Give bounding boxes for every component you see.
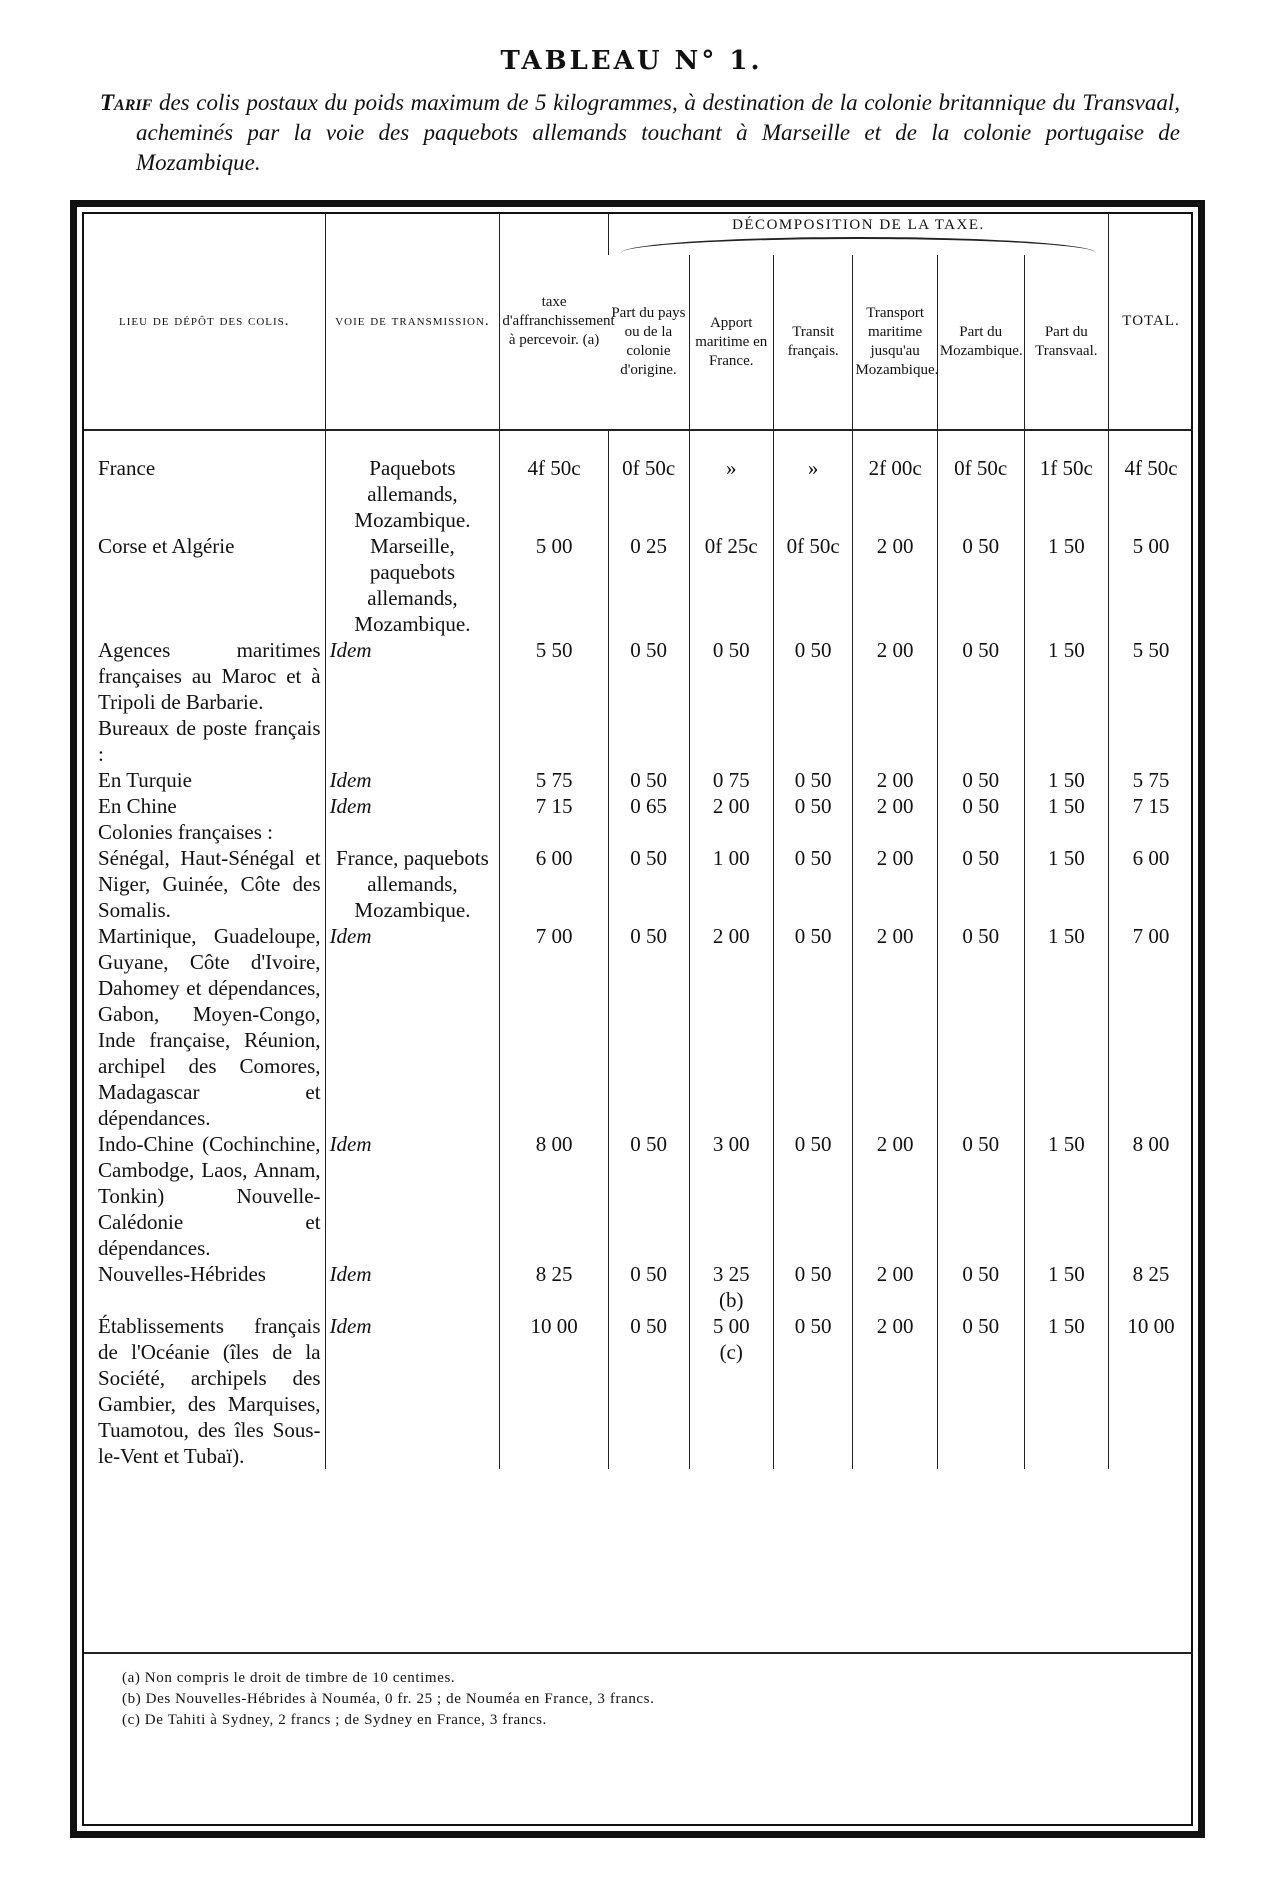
cell-voie: Marseille, paquebots allemands, Mozambique. — [325, 533, 500, 637]
table-row — [84, 533, 1193, 637]
cell-total: 5 75 — [1109, 767, 1193, 793]
footnotes — [84, 1652, 1193, 1731]
cell-voie: Idem — [325, 923, 500, 1131]
cell-transport: 2 00 — [853, 1313, 937, 1469]
header-transport: Transport maritime jusqu'au Mozambique. — [853, 255, 937, 430]
footnote-c: (c) De Tahiti à Sydney, 2 francs ; de Sydney en France, 3 francs. — [122, 1712, 547, 1728]
tariff-body — [84, 430, 1193, 1469]
cell-taxe: 7 15 — [500, 793, 608, 819]
cell-mozambique: 0 50 — [937, 793, 1024, 819]
footnote-ref: (c) — [719, 1340, 743, 1364]
cell-voie: Idem — [325, 767, 500, 793]
cell-transit: 0f 50c — [773, 533, 853, 637]
cell-transport: 2 00 — [853, 1131, 937, 1261]
table-row — [84, 819, 1193, 845]
cell-mozambique: 0 50 — [937, 1313, 1024, 1469]
header-part-origine: Part du pays ou de la colonie d'origine. — [611, 305, 686, 378]
cell-transport: 2 00 — [853, 923, 937, 1131]
table-row — [84, 923, 1193, 1131]
cell-origine: 0 50 — [608, 1261, 689, 1313]
cell-taxe: 6 00 — [500, 845, 608, 923]
cell-apport-value: 5 00 — [712, 1314, 750, 1338]
cell-apport — [689, 1313, 773, 1469]
cell-transvaal: 1 50 — [1024, 637, 1108, 715]
header-taxe: taxe d'affranchissement à percevoir. (a) — [500, 214, 608, 430]
cell-transit: 0 50 — [773, 767, 853, 793]
cell-apport-value: 3 25 — [712, 1262, 750, 1286]
cell-transit: 0 50 — [773, 1261, 853, 1313]
cell-transport: 2 00 — [853, 533, 937, 637]
cell-total: 5 00 — [1109, 533, 1193, 637]
cell-total: 10 00 — [1109, 1313, 1193, 1469]
cell-transit: 0 50 — [773, 845, 853, 923]
footnote-ref: (b) — [718, 1288, 744, 1312]
cell-transit: » — [773, 430, 853, 533]
footnote-b: (b) Des Nouvelles-Hébrides à Nouméa, 0 fr. 25 ; de Nouméa en France, 3 francs. — [122, 1691, 655, 1707]
cell-transvaal: 1 50 — [1024, 533, 1108, 637]
cell-lieu: France — [98, 456, 156, 480]
cell-origine: 0 25 — [608, 533, 689, 637]
page-title: TABLEAU N° 1. — [500, 46, 763, 76]
cell-transvaal: 1 50 — [1024, 923, 1108, 1131]
cell-transit — [773, 715, 853, 767]
cell-apport: 3 00 — [689, 1131, 773, 1261]
cell-total: 4f 50c — [1109, 430, 1193, 533]
cell-lieu: Sénégal, Haut-Sénégal et Niger, Guinée, Côte des Somalis. — [98, 846, 321, 922]
table-row — [84, 715, 1193, 767]
cell-lieu: En Turquie — [98, 768, 192, 792]
cell-mozambique: 0f 50c — [937, 430, 1024, 533]
cell-origine — [608, 715, 689, 767]
header-apport: Apport maritime en France. — [689, 255, 773, 430]
table-row — [84, 767, 1193, 793]
header-part-transvaal: Part du Transvaal. — [1024, 255, 1108, 430]
table-inner-frame — [82, 212, 1193, 1826]
cell-mozambique — [937, 819, 1024, 845]
header-total: TOTAL. — [1109, 214, 1193, 430]
cell-apport: 0 50 — [689, 637, 773, 715]
cell-taxe: 8 00 — [500, 1131, 608, 1261]
cell-total: 7 00 — [1109, 923, 1193, 1131]
cell-transport: 2 00 — [853, 845, 937, 923]
cell-taxe — [500, 819, 608, 845]
cell-transport: 2 00 — [853, 1261, 937, 1313]
header-part-mozambique: Part du Mozambique. — [937, 255, 1024, 430]
brace-shape — [621, 237, 1096, 253]
cell-transport: 2 00 — [853, 793, 937, 819]
cell-origine — [608, 819, 689, 845]
header-lieu: lieu de dépôt des colis. — [119, 313, 290, 329]
cell-apport — [689, 1261, 773, 1313]
header-transit: Transit français. — [773, 255, 853, 430]
decomposition-label: DÉCOMPOSITION DE LA TAXE. — [732, 217, 985, 233]
cell-origine: 0 50 — [608, 637, 689, 715]
cell-transvaal: 1 50 — [1024, 767, 1108, 793]
cell-mozambique: 0 50 — [937, 1261, 1024, 1313]
cell-voie — [325, 715, 500, 767]
cell-transport — [853, 715, 937, 767]
cell-voie: Paquebots allemands, Mozambique. — [325, 430, 500, 533]
cell-transvaal: 1 50 — [1024, 793, 1108, 819]
cell-origine: 0 50 — [608, 845, 689, 923]
cell-lieu: Martinique, Guadeloupe, Guyane, Côte d'Ivoire, Dahomey et dépendances, Gabon, Moyen-Congo, Inde française, Réunion, archipel des Comores, Madagascar et dépendances. — [98, 924, 321, 1130]
cell-lieu: Corse et Algérie — [98, 534, 235, 558]
caption-lead: Tarif — [100, 90, 153, 115]
cell-transit: 0 50 — [773, 1131, 853, 1261]
cell-transport: 2f 00c — [853, 430, 937, 533]
cell-voie: France, paquebots allemands, Mozambique. — [325, 845, 500, 923]
cell-taxe: 5 50 — [500, 637, 608, 715]
cell-origine: 0 65 — [608, 793, 689, 819]
cell-lieu: Établissements français de l'Océanie (îles de la Société, archipels des Gambier, des Marquises, Tuamotou, des îles Sous-le-Vent et Tubaï). — [98, 1314, 321, 1468]
cell-taxe: 7 00 — [500, 923, 608, 1131]
cell-origine: 0 50 — [608, 767, 689, 793]
cell-mozambique: 0 50 — [937, 767, 1024, 793]
cell-lieu: Indo-Chine (Cochinchine, Cambodge, Laos, Annam, Tonkin) Nouvelle-Calédonie et dépendances. — [98, 1132, 321, 1260]
cell-voie: Idem — [325, 637, 500, 715]
cell-taxe: 8 25 — [500, 1261, 608, 1313]
cell-origine: 0 50 — [608, 923, 689, 1131]
cell-total: 7 15 — [1109, 793, 1193, 819]
cell-taxe: 4f 50c — [500, 430, 608, 533]
cell-lieu: En Chine — [98, 794, 177, 818]
cell-origine: 0 50 — [608, 1131, 689, 1261]
cell-apport: 0 75 — [689, 767, 773, 793]
cell-mozambique: 0 50 — [937, 533, 1024, 637]
cell-apport — [689, 819, 773, 845]
header-decomposition — [608, 214, 1108, 255]
table-row — [84, 1313, 1193, 1469]
cell-transvaal: 1 50 — [1024, 1261, 1108, 1313]
table-row — [84, 1261, 1193, 1313]
cell-transvaal: 1 50 — [1024, 1131, 1108, 1261]
cell-transit: 0 50 — [773, 793, 853, 819]
table-row — [84, 637, 1193, 715]
cell-apport: 0f 25c — [689, 533, 773, 637]
table-row — [84, 793, 1193, 819]
cell-total — [1109, 819, 1193, 845]
table-frame — [70, 200, 1205, 1838]
cell-total: 8 25 — [1109, 1261, 1193, 1313]
cell-total: 8 00 — [1109, 1131, 1193, 1261]
cell-voie: Idem — [325, 1313, 500, 1469]
cell-voie: Idem — [325, 793, 500, 819]
tariff-table — [84, 214, 1193, 1469]
cell-taxe: 10 00 — [500, 1313, 608, 1469]
cell-origine: 0f 50c — [608, 430, 689, 533]
cell-taxe: 5 00 — [500, 533, 608, 637]
cell-transport: 2 00 — [853, 637, 937, 715]
cell-transit: 0 50 — [773, 637, 853, 715]
cell-transport: 2 00 — [853, 767, 937, 793]
cell-transport — [853, 819, 937, 845]
cell-transit: 0 50 — [773, 1313, 853, 1469]
cell-mozambique: 0 50 — [937, 923, 1024, 1131]
cell-lieu: Colonies françaises : — [98, 820, 273, 844]
cell-apport: 2 00 — [689, 923, 773, 1131]
cell-lieu: Nouvelles-Hébrides — [98, 1262, 266, 1286]
cell-voie: Idem — [325, 1261, 500, 1313]
cell-transvaal — [1024, 819, 1108, 845]
cell-transvaal: 1 50 — [1024, 845, 1108, 923]
cell-lieu: Agences maritimes françaises au Maroc et à Tripoli de Barbarie. — [98, 638, 321, 714]
cell-transit — [773, 819, 853, 845]
cell-transit: 0 50 — [773, 923, 853, 1131]
cell-total: 6 00 — [1109, 845, 1193, 923]
cell-apport — [689, 715, 773, 767]
cell-apport: 1 00 — [689, 845, 773, 923]
table-row — [84, 1131, 1193, 1261]
footnote-a: (a) Non compris le droit de timbre de 10 centimes. — [122, 1670, 456, 1686]
cell-voie: Idem — [325, 1131, 500, 1261]
table-row — [84, 845, 1193, 923]
table-row — [84, 430, 1193, 533]
cell-mozambique: 0 50 — [937, 845, 1024, 923]
cell-mozambique: 0 50 — [937, 637, 1024, 715]
cell-voie — [325, 819, 500, 845]
cell-apport: » — [689, 430, 773, 533]
cell-taxe — [500, 715, 608, 767]
cell-mozambique — [937, 715, 1024, 767]
cell-origine: 0 50 — [608, 1313, 689, 1469]
cell-transvaal — [1024, 715, 1108, 767]
header-voie: voie de transmission. — [325, 214, 500, 430]
cell-lieu: Bureaux de poste français : — [98, 716, 321, 766]
cell-mozambique: 0 50 — [937, 1131, 1024, 1261]
table-caption — [100, 88, 1180, 178]
cell-total: 5 50 — [1109, 637, 1193, 715]
cell-transvaal: 1f 50c — [1024, 430, 1108, 533]
caption-text: des colis postaux du poids maximum de 5 kilogrammes, à destination de la colonie britannique du Transvaal, acheminés par la voie des paquebots allemands touchant à Marseille et de la colonie portugaise de Mozambique. — [136, 90, 1180, 175]
cell-apport: 2 00 — [689, 793, 773, 819]
cell-total — [1109, 715, 1193, 767]
cell-transvaal: 1 50 — [1024, 1313, 1108, 1469]
cell-taxe: 5 75 — [500, 767, 608, 793]
